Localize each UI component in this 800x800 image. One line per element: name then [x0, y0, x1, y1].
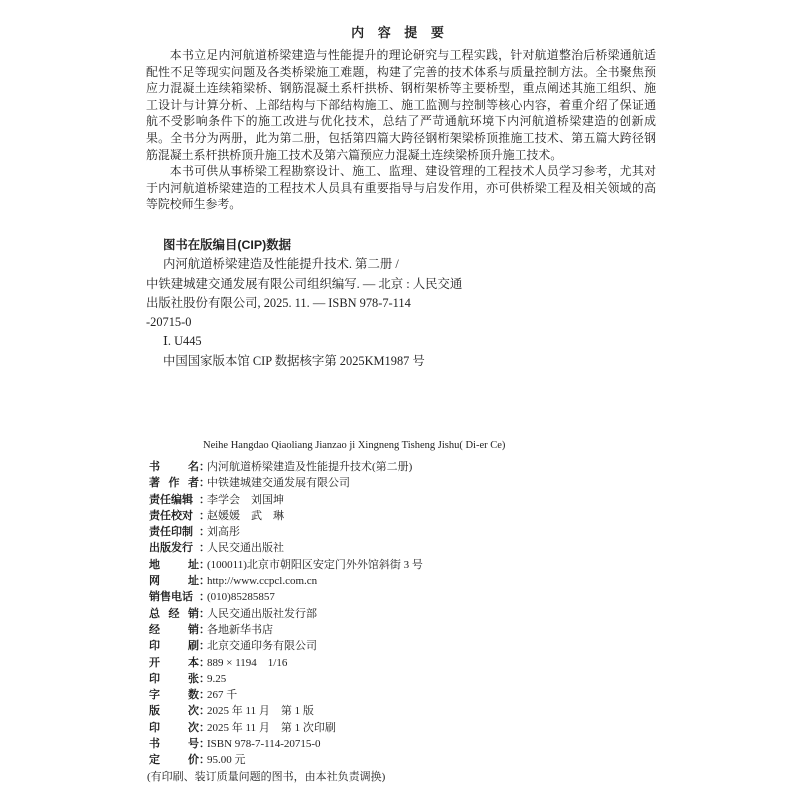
label-char: 号 — [188, 738, 199, 751]
colophon-value: 人民交通出版社 — [207, 542, 284, 555]
colophon-label — [149, 655, 199, 671]
colophon-label — [149, 459, 199, 475]
label-colon: ： — [199, 721, 210, 734]
colophon-value: 刘高彤 — [207, 526, 240, 539]
label-char: 销 — [188, 607, 199, 620]
colophon-label — [149, 752, 199, 768]
label-colon: ： — [199, 705, 210, 718]
colophon-row — [149, 720, 423, 736]
label-char: 责任印制 — [149, 526, 193, 539]
colophon-value: http://www.ccpcl.com.cn — [207, 575, 318, 588]
cip-data-block — [146, 236, 506, 371]
colophon-row — [149, 557, 423, 573]
label-colon: ： — [199, 542, 210, 555]
label-colon: ： — [199, 461, 210, 473]
colophon-value: 2025 年 11 月 第 1 版 — [207, 705, 314, 718]
colophon-label — [149, 687, 199, 703]
colophon-table — [149, 459, 423, 785]
label-char: 网 — [149, 575, 160, 588]
label-char: 开 — [149, 656, 160, 669]
cip-line: -20715-0 — [146, 315, 192, 330]
label-char: 销售电话 — [149, 591, 193, 604]
label-colon: ： — [199, 575, 210, 588]
colophon-row — [149, 589, 423, 605]
colophon-value: (010)85285857 — [207, 591, 275, 604]
label-char: 经 — [168, 607, 180, 620]
colophon-value: 267 千 — [207, 689, 238, 702]
colophon-value: 中铁建城建交通发展有限公司 — [207, 477, 350, 490]
colophon-label — [149, 671, 199, 687]
pinyin-title: Neihe Hangdao Qiaoliang Jianzao ji Xingneng Tisheng Jishu( Di-er Ce) — [203, 440, 506, 451]
cip-classification: Ⅰ. U445 — [163, 334, 202, 349]
colophon-label — [149, 540, 199, 556]
label-colon: ： — [199, 526, 210, 539]
label-colon: ： — [199, 607, 210, 620]
label-char: 书 — [149, 461, 160, 473]
colophon-row — [149, 475, 423, 491]
colophon-row — [149, 671, 423, 687]
summary-title: 内 容 提 要 — [351, 25, 449, 40]
label-char: 销 — [188, 623, 199, 636]
colophon-value: 各地新华书店 — [207, 623, 273, 636]
colophon-label — [149, 492, 199, 508]
colophon-label — [149, 589, 199, 605]
colophon-row — [149, 687, 423, 703]
label-colon: ： — [199, 493, 210, 506]
colophon-row — [149, 524, 423, 540]
label-char: 出版发行 — [149, 542, 193, 555]
colophon-value: 人民交通出版社发行部 — [207, 607, 317, 620]
label-char: 次 — [188, 721, 199, 734]
label-char: 作 — [168, 477, 180, 490]
label-char: 次 — [188, 705, 199, 718]
colophon-row — [149, 459, 423, 475]
label-char: 版 — [149, 705, 160, 718]
colophon-row — [149, 736, 423, 752]
colophon-row — [149, 622, 423, 638]
summary-paragraph: 本书可供从事桥梁工程勘察设计、施工、监理、建设管理的工程技术人员学习参考，尤其对于内河航道桥梁建造的工程技术人员具有重要指导与启发作用，亦可供桥梁工程及相关领域的高等院校师生参考。 — [146, 164, 656, 212]
label-char: 价 — [188, 754, 199, 767]
colophon-label — [149, 524, 199, 540]
label-char: 印 — [149, 640, 160, 653]
replacement-note: (有印刷、装订质量问题的图书，由本社负责调换) — [147, 770, 386, 783]
colophon-row — [149, 492, 423, 508]
colophon-label — [149, 638, 199, 654]
colophon-row — [149, 655, 423, 671]
colophon-value: 95.00 元 — [207, 754, 246, 767]
colophon-value: 2025 年 11 月 第 1 次印刷 — [207, 721, 336, 734]
colophon-row — [149, 703, 423, 719]
colophon-label — [149, 720, 199, 736]
label-char: 址 — [188, 575, 199, 588]
label-char: 数 — [188, 689, 199, 702]
cip-line: 中铁建城建交通发展有限公司组织编写. — 北京 : 人民交通 — [146, 276, 463, 291]
summary-paragraph: 本书立足内河航道桥梁建造与性能提升的理论研究与工程实践，针对航道整治后桥梁通航适配性不足等现实问题及各类桥梁施工难题，构建了完善的技术体系与质量控制方法。全书聚焦预应力混凝土连续箱梁桥、钢筋混凝土系杆拱桥、钢桁架桥等主要桥型，重点阐述其施工组织、施工设计与计算分析、上部结构与下部结构施工、施工监测与控制等核心内容，着重介绍了保证通航不受影响条件下的施工改进与优化技术，总结了严苛通航环境下内河航道桥梁建造的创新成果。全书分为两册，此为第二册，包括第四篇大跨径钢桁架梁桥顶推施工技术、第五篇大跨径钢筋混凝土系杆拱桥顶升施工技术及第六篇预应力混凝土连续梁桥顶升施工技术。 — [146, 48, 656, 162]
label-char: 本 — [188, 656, 199, 669]
colophon-row — [149, 573, 423, 589]
cip-heading: 图书在版编目(CIP)数据 — [163, 238, 292, 252]
label-colon: ： — [199, 640, 210, 653]
summary-section — [146, 47, 656, 213]
label-char: 刷 — [188, 640, 199, 653]
label-colon: ： — [199, 623, 210, 636]
colophon-value: ISBN 978-7-114-20715-0 — [207, 738, 321, 751]
cip-line: 内河航道桥梁建造及性能提升技术. 第二册 / — [163, 257, 399, 272]
colophon-row — [149, 752, 423, 768]
label-colon: ： — [199, 672, 210, 685]
label-char: 责任编辑 — [149, 493, 193, 506]
label-char: 经 — [149, 623, 160, 636]
cip-line: 出版社股份有限公司, 2025. 11. — ISBN 978-7-114 — [146, 295, 411, 310]
label-char: 地 — [149, 558, 160, 571]
colophon-label — [149, 703, 199, 719]
label-char: 名 — [188, 461, 199, 473]
colophon-value: 889 × 1194 1/16 — [207, 656, 288, 669]
colophon-value: 李学会 刘国坤 — [207, 493, 284, 506]
label-char: 著 — [149, 477, 160, 490]
colophon-row — [149, 638, 423, 654]
label-colon: ： — [199, 689, 210, 702]
label-colon: ： — [199, 754, 210, 767]
label-char: 总 — [149, 607, 160, 620]
colophon-label — [149, 622, 199, 638]
colophon-value: 内河航道桥梁建造及性能提升技术(第二册) — [207, 461, 413, 473]
label-char: 印 — [149, 672, 160, 685]
colophon-value: 北京交通印务有限公司 — [207, 640, 317, 653]
label-colon: ： — [199, 591, 210, 604]
label-colon: ： — [199, 656, 210, 669]
colophon-label — [149, 508, 199, 524]
colophon-row — [149, 540, 423, 556]
colophon-row — [149, 606, 423, 622]
colophon-value: 9.25 — [207, 672, 227, 685]
colophon-row — [149, 508, 423, 524]
label-char: 张 — [188, 672, 199, 685]
label-colon: ： — [199, 509, 210, 522]
label-colon: ： — [199, 558, 210, 571]
label-colon: ： — [199, 477, 210, 490]
label-char: 定 — [149, 754, 160, 767]
colophon-label — [149, 557, 199, 573]
label-char: 字 — [149, 689, 160, 702]
colophon-label — [149, 475, 199, 491]
label-char: 书 — [149, 738, 160, 751]
label-char: 址 — [188, 558, 199, 571]
label-char: 印 — [149, 721, 160, 734]
colophon-value: 赵媛媛 武 琳 — [207, 509, 284, 522]
cip-record: 中国国家版本馆 CIP 数据核字第 2025KM1987 号 — [163, 353, 425, 368]
label-char: 责任校对 — [149, 509, 193, 522]
colophon-value: (100011)北京市朝阳区安定门外外馆斜街 3 号 — [207, 558, 423, 571]
colophon-label — [149, 606, 199, 622]
label-char: 者 — [188, 477, 199, 490]
colophon-label — [149, 573, 199, 589]
colophon-label — [149, 736, 199, 752]
label-colon: ： — [199, 738, 210, 751]
